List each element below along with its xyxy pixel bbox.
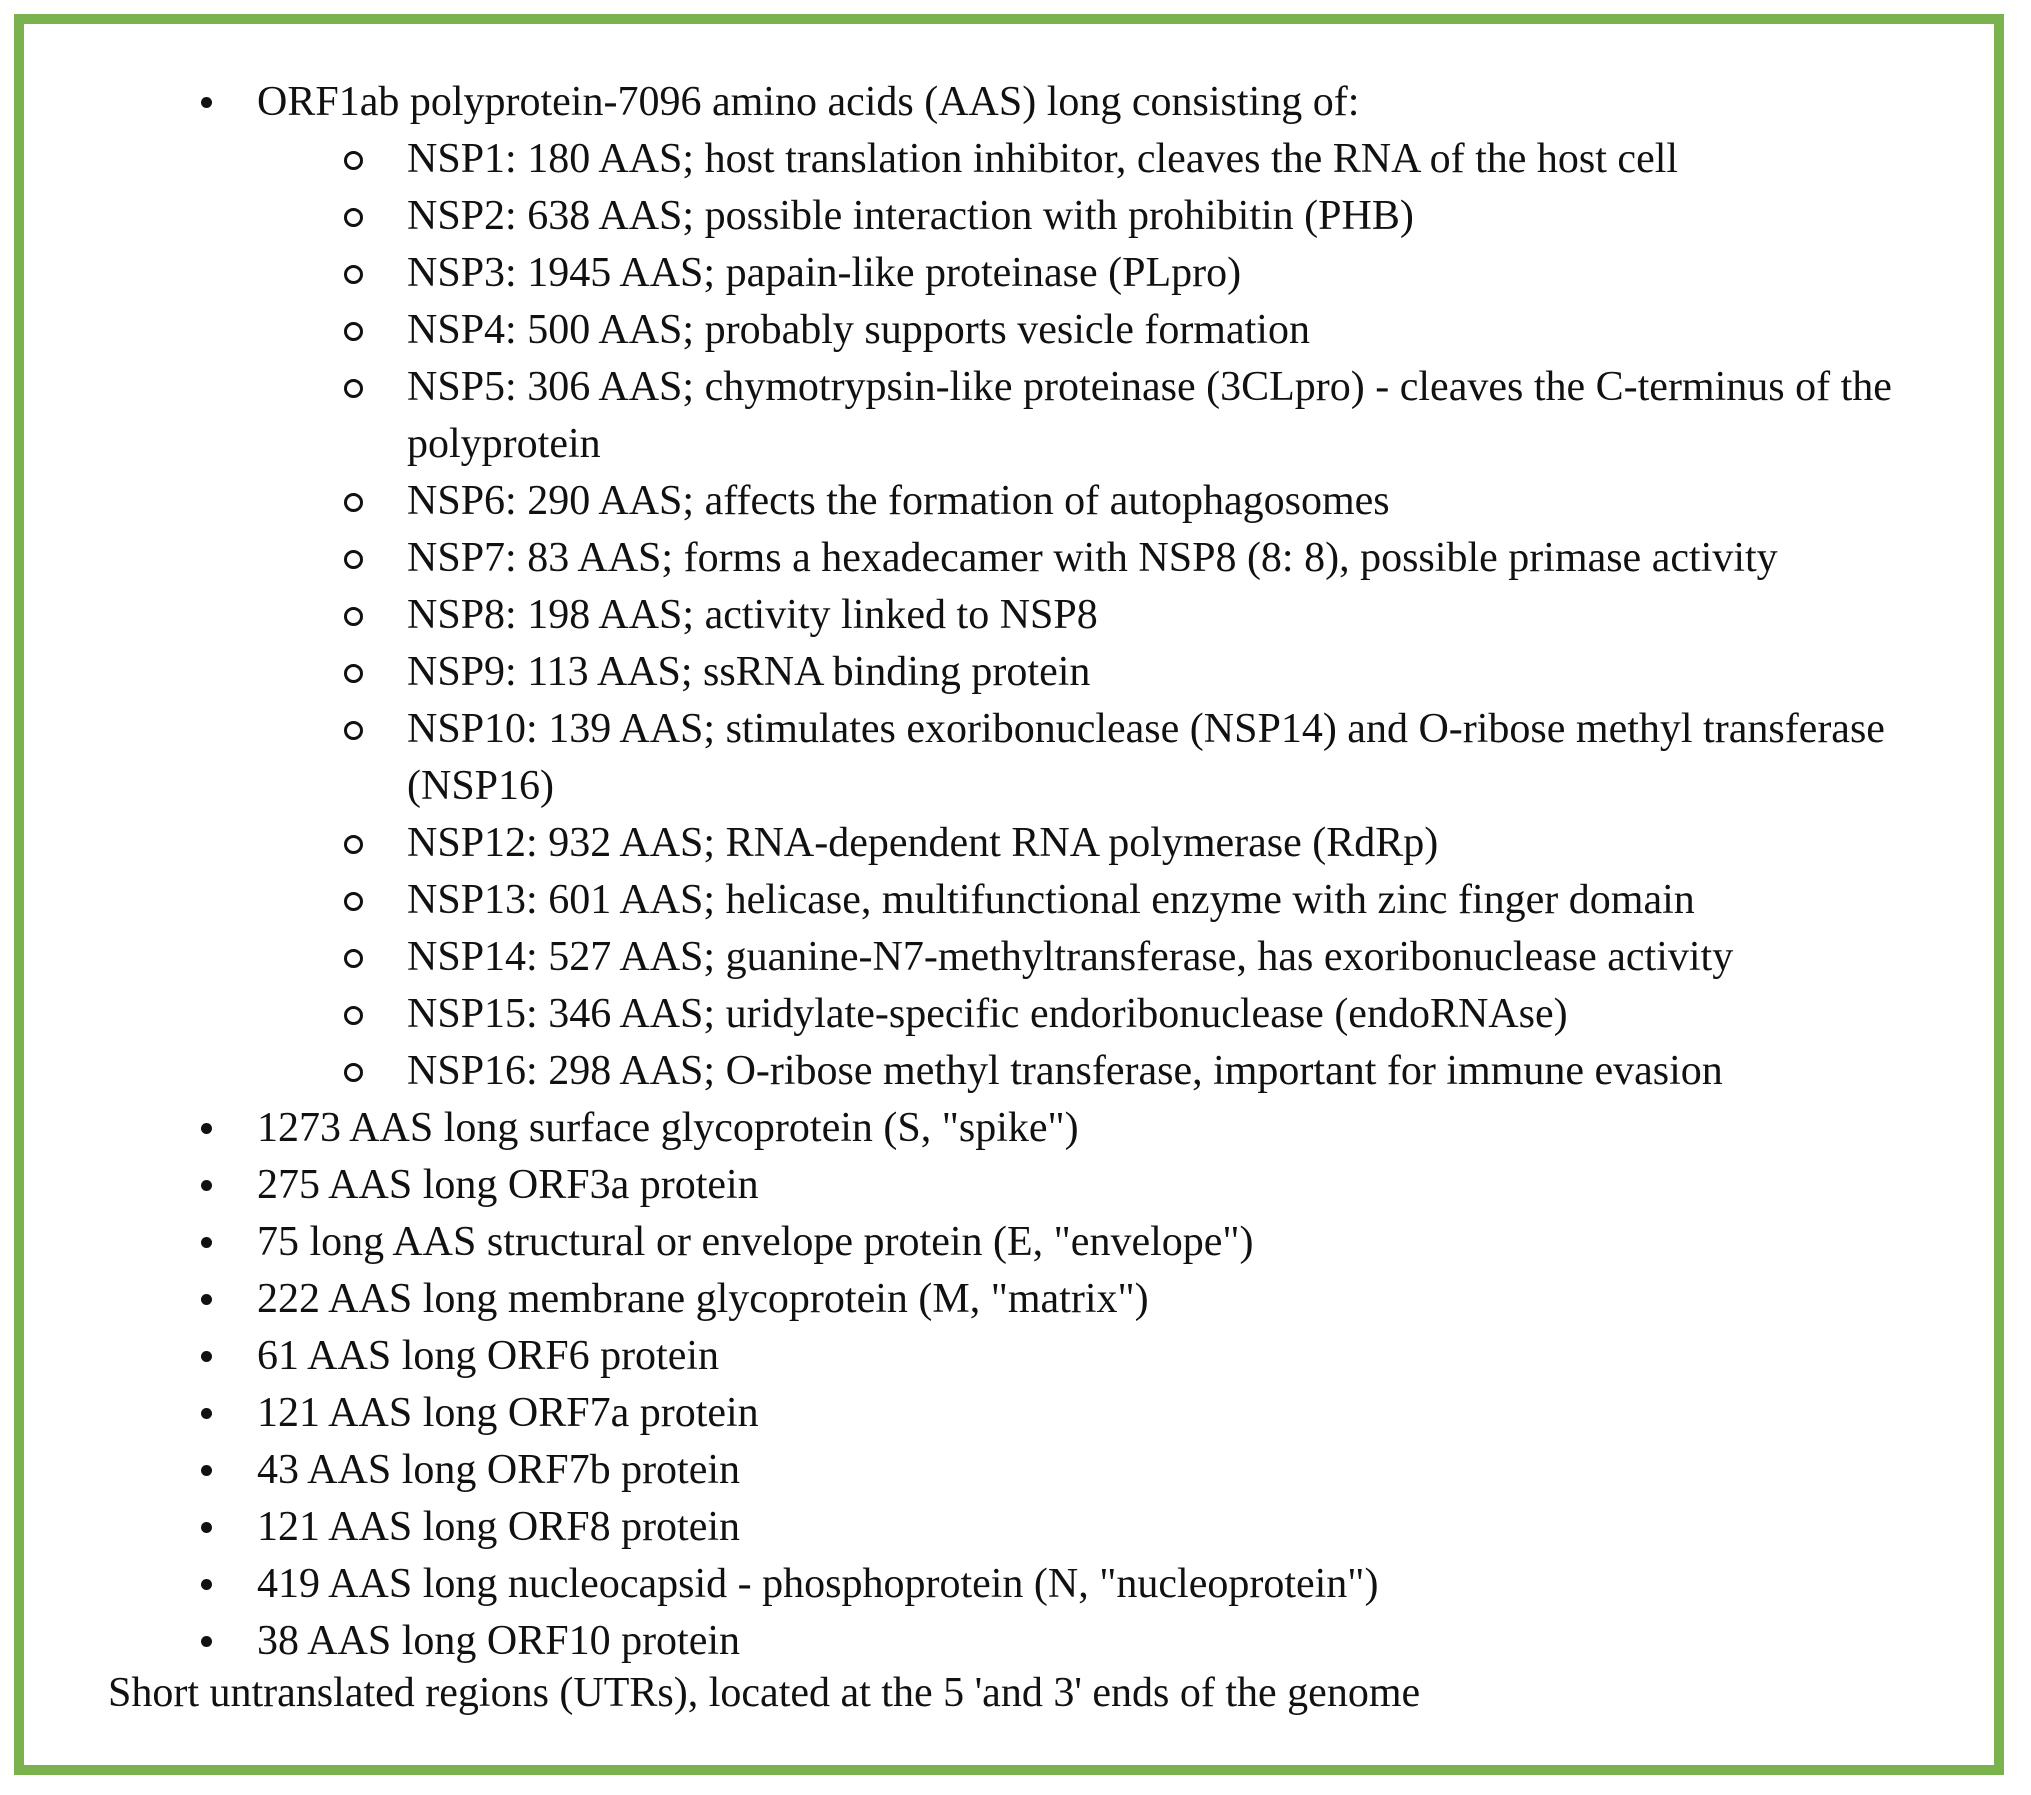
nsp-item-text: NSP3: 1945 AAS; papain-like proteinase (PLpro) (407, 250, 1242, 296)
nsp-item-text: NSP13: 601 AAS; helicase, multifunctional enzyme with zinc finger domain (407, 877, 1695, 923)
nsp-item-text: NSP8: 198 AAS; activity linked to NSP8 (407, 592, 1098, 638)
nsp-list-item (407, 986, 1994, 1043)
filled-bullet-icon (191, 1214, 221, 1271)
protein-list-item (24, 1556, 1994, 1613)
hollow-bullet-icon (338, 1043, 368, 1100)
protein-list-item (24, 1100, 1994, 1157)
nsp-list-item (407, 872, 1994, 929)
nsp-list-item (407, 815, 1994, 872)
list-item-text: ORF1ab polyprotein-7096 amino acids (AAS) long consisting of: (257, 79, 1360, 125)
nsp-sublist (257, 131, 1994, 1100)
nsp-item-text: NSP10: 139 AAS; stimulates exoribonuclease (NSP14) and O-ribose methyl transferase (NSP16) (407, 706, 1885, 809)
protein-item-text: 121 AAS long ORF7a protein (257, 1390, 759, 1436)
filled-bullet-icon (191, 1385, 221, 1442)
nsp-list-item (407, 359, 1994, 473)
protein-item-text: 38 AAS long ORF10 protein (257, 1618, 741, 1664)
protein-item-text: 222 AAS long membrane glycoprotein (M, "matrix") (257, 1276, 1149, 1322)
protein-list-item (24, 1499, 1994, 1556)
nsp-item-text: NSP12: 932 AAS; RNA-dependent RNA polymerase (RdRp) (407, 820, 1439, 866)
nsp-item-text: NSP9: 113 AAS; ssRNA binding protein (407, 649, 1091, 695)
protein-item-text: 75 long AAS structural or envelope protein (E, "envelope") (257, 1219, 1254, 1265)
hollow-bullet-icon (338, 815, 368, 872)
hollow-bullet-icon (338, 644, 368, 701)
nsp-list-item (407, 929, 1994, 986)
protein-list-item (24, 1385, 1994, 1442)
protein-item-text: 275 AAS long ORF3a protein (257, 1162, 759, 1208)
nsp-item-text: NSP14: 527 AAS; guanine-N7-methyltransferase, has exoribonuclease activity (407, 934, 1734, 980)
genome-list (24, 74, 1994, 1670)
protein-item-text: 1273 AAS long surface glycoprotein (S, "spike") (257, 1105, 1079, 1151)
protein-item-text: 61 AAS long ORF6 protein (257, 1333, 720, 1379)
hollow-bullet-icon (338, 701, 368, 758)
hollow-bullet-icon (338, 986, 368, 1043)
hollow-bullet-icon (338, 245, 368, 302)
utr-note: Short untranslated regions (UTRs), located at the 5 'and 3' ends of the genome (108, 1670, 1421, 1716)
nsp-list-item (407, 188, 1994, 245)
protein-item-text: 43 AAS long ORF7b protein (257, 1447, 741, 1493)
nsp-list-item (407, 131, 1994, 188)
filled-bullet-icon (191, 1157, 221, 1214)
nsp-list-item (407, 473, 1994, 530)
filled-bullet-icon (191, 1271, 221, 1328)
nsp-list-item (407, 587, 1994, 644)
nsp-list-item (407, 245, 1994, 302)
nsp-item-text: NSP6: 290 AAS; affects the formation of autophagosomes (407, 478, 1390, 524)
hollow-bullet-icon (338, 872, 368, 929)
nsp-item-text: NSP2: 638 AAS; possible interaction with prohibitin (PHB) (407, 193, 1414, 239)
hollow-bullet-icon (338, 929, 368, 986)
filled-bullet-icon (191, 1613, 221, 1670)
protein-item-text: 121 AAS long ORF8 protein (257, 1504, 741, 1550)
nsp-item-text: NSP5: 306 AAS; chymotrypsin-like proteinase (3CLpro) - cleaves the C-terminus of the polyprotein (407, 364, 1892, 467)
filled-bullet-icon (191, 74, 221, 131)
filled-bullet-icon (191, 1499, 221, 1556)
protein-list-item (24, 1613, 1994, 1670)
protein-list-item (24, 1214, 1994, 1271)
content-area (24, 24, 1994, 1765)
nsp-item-text: NSP4: 500 AAS; probably supports vesicle formation (407, 307, 1310, 353)
protein-list-item (24, 1271, 1994, 1328)
nsp-list-item (407, 302, 1994, 359)
nsp-item-text: NSP16: 298 AAS; O-ribose methyl transferase, important for immune evasion (407, 1048, 1723, 1094)
nsp-list-item (407, 644, 1994, 701)
protein-item-text: 419 AAS long nucleocapsid - phosphoprotein (N, "nucleoprotein") (257, 1561, 1379, 1607)
nsp-list-item (407, 1043, 1994, 1100)
hollow-bullet-icon (338, 359, 368, 416)
nsp-item-text: NSP15: 346 AAS; uridylate-specific endoribonuclease (endoRNAse) (407, 991, 1568, 1037)
green-bordered-box (14, 14, 2004, 1775)
protein-list-item (24, 1442, 1994, 1499)
nsp-list-item (407, 530, 1994, 587)
filled-bullet-icon (191, 1328, 221, 1385)
hollow-bullet-icon (338, 587, 368, 644)
hollow-bullet-icon (338, 188, 368, 245)
hollow-bullet-icon (338, 302, 368, 359)
hollow-bullet-icon (338, 473, 368, 530)
hollow-bullet-icon (338, 530, 368, 587)
filled-bullet-icon (191, 1100, 221, 1157)
list-item-orf1ab (24, 74, 1994, 1100)
protein-list-item (24, 1157, 1994, 1214)
filled-bullet-icon (191, 1556, 221, 1613)
nsp-item-text: NSP7: 83 AAS; forms a hexadecamer with NSP8 (8: 8), possible primase activity (407, 535, 1778, 581)
hollow-bullet-icon (338, 131, 368, 188)
nsp-item-text: NSP1: 180 AAS; host translation inhibitor, cleaves the RNA of the host cell (407, 136, 1679, 182)
protein-list-item (24, 1328, 1994, 1385)
filled-bullet-icon (191, 1442, 221, 1499)
nsp-list-item (407, 701, 1994, 815)
